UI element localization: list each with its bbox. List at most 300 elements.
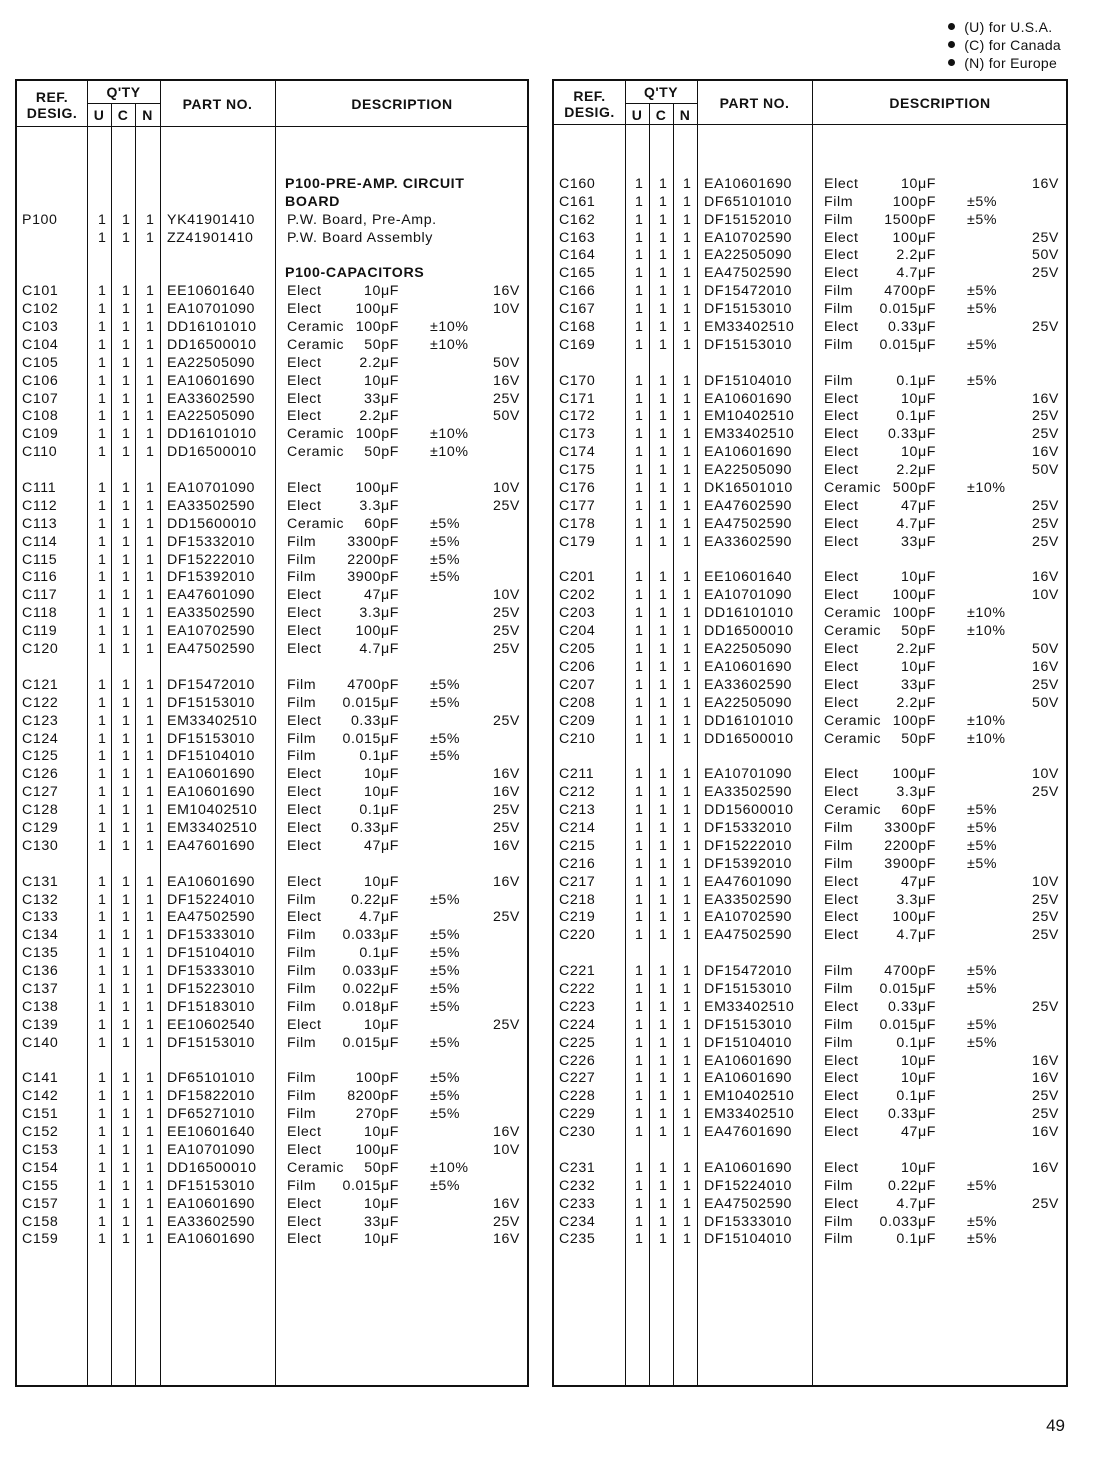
qty-u: 1 [635,927,644,944]
qty-n: 1 [683,873,692,890]
table-row [554,516,1066,534]
component-value: 2200pF [884,837,936,854]
qty-c: 1 [659,229,668,246]
part-number: EA22505090 [704,462,793,479]
tolerance: ±10% [430,426,469,443]
part-number: EA47601690 [704,1124,793,1141]
region-legend [948,18,1061,72]
qty-divider [87,103,160,104]
qty-c: 1 [659,193,668,210]
tolerance: ±5% [967,1213,998,1230]
qty-c: 1 [659,390,668,407]
qty-u: 1 [98,1106,107,1123]
qty-u: 1 [635,319,644,336]
qty-c: 1 [659,175,668,192]
component-value: 3300pF [884,819,936,836]
component-type: Film [824,855,854,872]
blank-row [17,1053,527,1071]
qty-c: 1 [122,408,131,425]
part-number: DD16101010 [704,605,794,622]
component-value: 1500pF [884,211,936,228]
component-type: Elect [824,641,859,658]
component-type: Film [824,1016,854,1033]
ref-designator: C216 [559,855,596,872]
component-value: 270pF [355,1106,399,1123]
part-number: EA10601690 [704,444,793,461]
part-number: EM33402510 [704,426,795,443]
component-type: Elect [287,819,322,836]
component-type: Film [824,1034,854,1051]
component-type: Elect [824,390,859,407]
ref-designator: C228 [559,1088,596,1105]
voltage-rating: 25V [1031,998,1059,1015]
part-number: EA33502590 [167,497,256,514]
component-type: Elect [824,676,859,693]
component-type: Film [824,1177,854,1194]
part-number: DF15333010 [167,963,256,980]
legend-canada: (C) for Canada [948,36,1061,54]
header-n: N [679,107,691,123]
header-qty: Q'TY [106,84,141,100]
ref-designator: C163 [559,229,596,246]
voltage-rating: 10V [1031,587,1059,604]
component-value: 100μF [892,909,936,926]
qty-n: 1 [683,1213,692,1230]
qty-n: 1 [683,408,692,425]
part-number: DF15183010 [167,998,256,1015]
part-number: DF15104010 [167,748,256,765]
component-type: Elect [287,909,322,926]
tolerance: ±5% [967,802,998,819]
component-value: 0.1μF [359,748,399,765]
qty-u: 1 [635,569,644,586]
table-row [17,1214,527,1232]
tolerance: ±5% [430,1106,461,1123]
component-type: Elect [824,927,859,944]
qty-u: 1 [635,229,644,246]
component-type: Ceramic [287,1159,345,1176]
qty-n: 1 [146,1195,155,1212]
qty-n: 1 [683,301,692,318]
ref-designator: C119 [22,623,58,640]
qty-c: 1 [659,1106,668,1123]
component-type: Elect [287,587,322,604]
component-type: Elect [824,175,859,192]
qty-u: 1 [98,515,107,532]
ref-designator: C153 [22,1141,59,1158]
component-type: Film [287,1034,317,1051]
component-type: Elect [824,891,859,908]
component-value: 10μF [900,444,936,461]
component-value: 0.033μF [342,927,399,944]
qty-n: 1 [683,1159,692,1176]
component-type: Elect [824,569,859,586]
voltage-rating: 16V [492,1195,520,1212]
ref-designator: C172 [559,408,596,425]
qty-u: 1 [635,462,644,479]
table-row [17,909,527,927]
voltage-rating: 25V [492,1213,520,1230]
table-row [17,748,527,766]
description: P.W. Board Assembly [287,229,433,246]
part-number: EA10601690 [167,1231,256,1248]
tolerance: ±5% [967,211,998,228]
ref-designator: C162 [559,211,596,228]
ref-designator: C209 [559,712,596,729]
component-value: 3900pF [884,855,936,872]
qty-u: 1 [635,247,644,264]
component-type: Film [824,819,854,836]
component-value: 10μF [900,658,936,675]
component-type: Elect [287,497,322,514]
table-row [554,230,1066,248]
blank-row [17,462,527,480]
ref-designator: C142 [22,1088,59,1105]
ref-designator: C136 [22,963,59,980]
qty-c: 1 [659,927,668,944]
qty-u: 1 [635,1016,644,1033]
qty-n: 1 [683,569,692,586]
qty-n: 1 [683,819,692,836]
ref-designator: C132 [22,891,59,908]
qty-u: 1 [635,301,644,318]
voltage-rating: 25V [492,909,520,926]
tolerance: ±5% [967,980,998,997]
component-value: 50pF [364,1159,399,1176]
component-type: Elect [824,694,859,711]
qty-n: 1 [683,372,692,389]
tolerance: ±5% [967,193,998,210]
qty-n: 1 [146,515,155,532]
ref-designator: C165 [559,265,596,282]
component-value: 100pF [355,319,399,336]
part-number: EA47502590 [167,909,256,926]
qty-u: 1 [635,283,644,300]
component-type: Elect [287,784,322,801]
qty-n: 1 [146,730,155,747]
qty-u: 1 [98,301,107,318]
parts-table-left [15,79,529,1387]
qty-c: 1 [122,515,131,532]
voltage-rating: 25V [1031,229,1059,246]
qty-n: 1 [146,283,155,300]
part-number: EA47502590 [704,1195,793,1212]
qty-c: 1 [659,873,668,890]
ref-designator: C208 [559,694,596,711]
component-value: 0.015μF [342,1177,399,1194]
component-type: Elect [824,873,859,890]
table-row [17,1160,527,1178]
component-value: 0.1μF [359,802,399,819]
table-row [554,963,1066,981]
table-row [554,1053,1066,1071]
component-value: 10μF [363,784,399,801]
tolerance: ±5% [967,1177,998,1194]
ref-designator: C117 [22,587,58,604]
qty-u: 1 [635,998,644,1015]
ref-designator: C155 [22,1177,59,1194]
qty-n: 1 [146,837,155,854]
qty-c: 1 [122,784,131,801]
ref-designator: C152 [22,1124,59,1141]
ref-designator: C122 [22,694,59,711]
part-number: DF15104010 [704,1231,793,1248]
part-number: DD16500010 [704,730,794,747]
part-number: EA22505090 [704,641,793,658]
tolerance: ±5% [967,336,998,353]
component-type: Film [287,963,317,980]
tolerance: ±5% [967,283,998,300]
qty-u: 1 [635,819,644,836]
qty-n: 1 [683,712,692,729]
component-type: Elect [824,265,859,282]
component-type: Elect [287,390,322,407]
component-type: Film [287,998,317,1015]
tolerance: ±5% [967,855,998,872]
table-row [17,784,527,802]
tolerance: ±10% [967,480,1006,497]
section-heading: P100-CAPACITORS [285,265,425,282]
voltage-rating: 25V [1031,1088,1059,1105]
qty-u: 1 [635,766,644,783]
qty-n: 1 [683,605,692,622]
component-type: Film [287,927,317,944]
part-number: DD16101010 [167,319,257,336]
voltage-rating: 16V [1031,658,1059,675]
component-type: Film [287,551,317,568]
table-row [554,909,1066,927]
component-type: Elect [287,283,322,300]
qty-n: 1 [683,694,692,711]
component-value: 3.3μF [359,497,399,514]
qty-n: 1 [146,551,155,568]
qty-u: 1 [635,623,644,640]
ref-designator: C202 [559,587,596,604]
component-value: 0.1μF [896,1088,936,1105]
table-row [554,283,1066,301]
ref-designator: C114 [22,533,58,550]
qty-c: 1 [659,1034,668,1051]
qty-c: 1 [122,444,131,461]
voltage-rating: 16V [1031,1052,1059,1069]
qty-n: 1 [683,444,692,461]
tolerance: ±5% [967,963,998,980]
component-value: 2.2μF [896,694,936,711]
ref-designator: C112 [22,497,58,514]
voltage-rating: 16V [1031,175,1059,192]
part-number: EA47502590 [704,927,793,944]
component-type: Elect [287,605,322,622]
part-number: EA10601690 [167,1195,256,1212]
table-row [554,784,1066,802]
voltage-rating: 50V [492,408,520,425]
bullet-icon [948,23,955,30]
header-c: C [117,107,129,123]
component-type: Film [824,336,854,353]
tolerance: ±5% [967,1231,998,1248]
table-row [17,355,527,373]
qty-n: 1 [146,927,155,944]
qty-c: 1 [659,533,668,550]
qty-u: 1 [635,980,644,997]
ref-designator: C115 [22,551,58,568]
qty-c: 1 [659,336,668,353]
qty-c: 1 [122,837,131,854]
qty-c: 1 [659,372,668,389]
qty-u: 1 [98,694,107,711]
table-row [554,981,1066,999]
voltage-rating: 50V [1031,462,1059,479]
table-row [17,230,527,248]
qty-c: 1 [122,1034,131,1051]
component-type: Ceramic [287,515,345,532]
qty-c: 1 [659,1052,668,1069]
qty-n: 1 [146,641,155,658]
qty-c: 1 [659,694,668,711]
qty-c: 1 [659,605,668,622]
part-number: DF15153010 [167,694,256,711]
qty-n: 1 [146,1231,155,1248]
qty-n: 1 [683,319,692,336]
qty-c: 1 [122,802,131,819]
qty-n: 1 [146,1016,155,1033]
part-number: DD16101010 [704,712,794,729]
ref-designator: C177 [559,497,596,514]
qty-u: 1 [98,766,107,783]
component-value: 3300pF [347,533,399,550]
tolerance: ±5% [430,1177,461,1194]
component-value: 0.015μF [879,980,936,997]
component-type: Elect [824,1106,859,1123]
component-value: 3.3μF [896,784,936,801]
component-value: 3.3μF [359,605,399,622]
voltage-rating: 25V [1031,497,1059,514]
ref-designator: C159 [22,1231,59,1248]
part-number: DF15152010 [704,211,793,228]
qty-n: 1 [683,265,692,282]
part-number: EA10601690 [704,1052,793,1069]
component-value: 0.1μF [896,372,936,389]
ref-designator: C173 [559,426,596,443]
qty-c: 1 [659,587,668,604]
qty-u: 1 [98,998,107,1015]
component-value: 4700pF [884,963,936,980]
component-value: 0.1μF [896,1231,936,1248]
qty-c: 1 [659,426,668,443]
table-row [17,498,527,516]
component-value: 4.7μF [896,1195,936,1212]
part-number: DF15472010 [704,283,793,300]
rows-left [17,158,527,1249]
part-number: EM10402510 [704,1088,795,1105]
qty-n: 1 [683,855,692,872]
qty-n: 1 [146,426,155,443]
component-value: 47μF [363,837,399,854]
ref-designator: C120 [22,641,59,658]
table-row [554,212,1066,230]
qty-c: 1 [122,1070,131,1087]
table-row [554,605,1066,623]
qty-c: 1 [122,1106,131,1123]
component-value: 0.1μF [896,1034,936,1051]
component-value: 10μF [900,1052,936,1069]
tolerance: ±10% [430,1159,469,1176]
voltage-rating: 25V [1031,784,1059,801]
qty-n: 1 [146,1213,155,1230]
qty-n: 1 [146,963,155,980]
qty-c: 1 [122,873,131,890]
part-number: EA33502590 [704,891,793,908]
rows-right [554,158,1066,1249]
qty-u: 1 [98,229,107,246]
part-number: DD16500010 [167,1159,257,1176]
qty-u: 1 [635,837,644,854]
qty-c: 1 [122,211,131,228]
ref-designator: C234 [559,1213,596,1230]
component-type: Ceramic [824,480,882,497]
table-row [17,319,527,337]
qty-n: 1 [683,998,692,1015]
qty-u: 1 [98,1070,107,1087]
qty-u: 1 [635,658,644,675]
qty-n: 1 [683,462,692,479]
qty-n: 1 [683,909,692,926]
table-row [554,1196,1066,1214]
blank-row [554,945,1066,963]
header-ref: REF. DESIG. [564,88,615,120]
voltage-rating: 16V [492,784,520,801]
qty-c: 1 [122,605,131,622]
component-type: Elect [824,408,859,425]
component-type: Elect [824,462,859,479]
component-value: 100μF [355,301,399,318]
component-value: 0.015μF [342,694,399,711]
part-number: EA22505090 [704,247,793,264]
component-value: 4700pF [884,283,936,300]
part-number: DF15224010 [704,1177,793,1194]
qty-u: 1 [635,390,644,407]
table-row [554,677,1066,695]
qty-n: 1 [683,1106,692,1123]
qty-c: 1 [122,712,131,729]
component-type: Ceramic [824,730,882,747]
part-number: DD16500010 [167,336,257,353]
component-type: Film [824,301,854,318]
qty-n: 1 [146,873,155,890]
qty-u: 1 [635,533,644,550]
qty-n: 1 [683,247,692,264]
ref-designator: C134 [22,927,59,944]
voltage-rating: 10V [492,480,520,497]
qty-c: 1 [122,587,131,604]
qty-n: 1 [683,623,692,640]
qty-n: 1 [683,426,692,443]
part-number: EA22505090 [167,408,256,425]
voltage-rating: 25V [1031,891,1059,908]
part-number: DF65101010 [167,1070,256,1087]
tolerance: ±5% [430,515,461,532]
component-value: 0.018μF [342,998,399,1015]
part-number: DD16500010 [704,623,794,640]
voltage-rating: 50V [1031,694,1059,711]
qty-c: 1 [122,980,131,997]
qty-c: 1 [659,766,668,783]
part-number: DF15333010 [167,927,256,944]
ref-designator: C170 [559,372,596,389]
ref-designator: P100 [22,211,58,228]
qty-n: 1 [146,229,155,246]
qty-n: 1 [683,587,692,604]
